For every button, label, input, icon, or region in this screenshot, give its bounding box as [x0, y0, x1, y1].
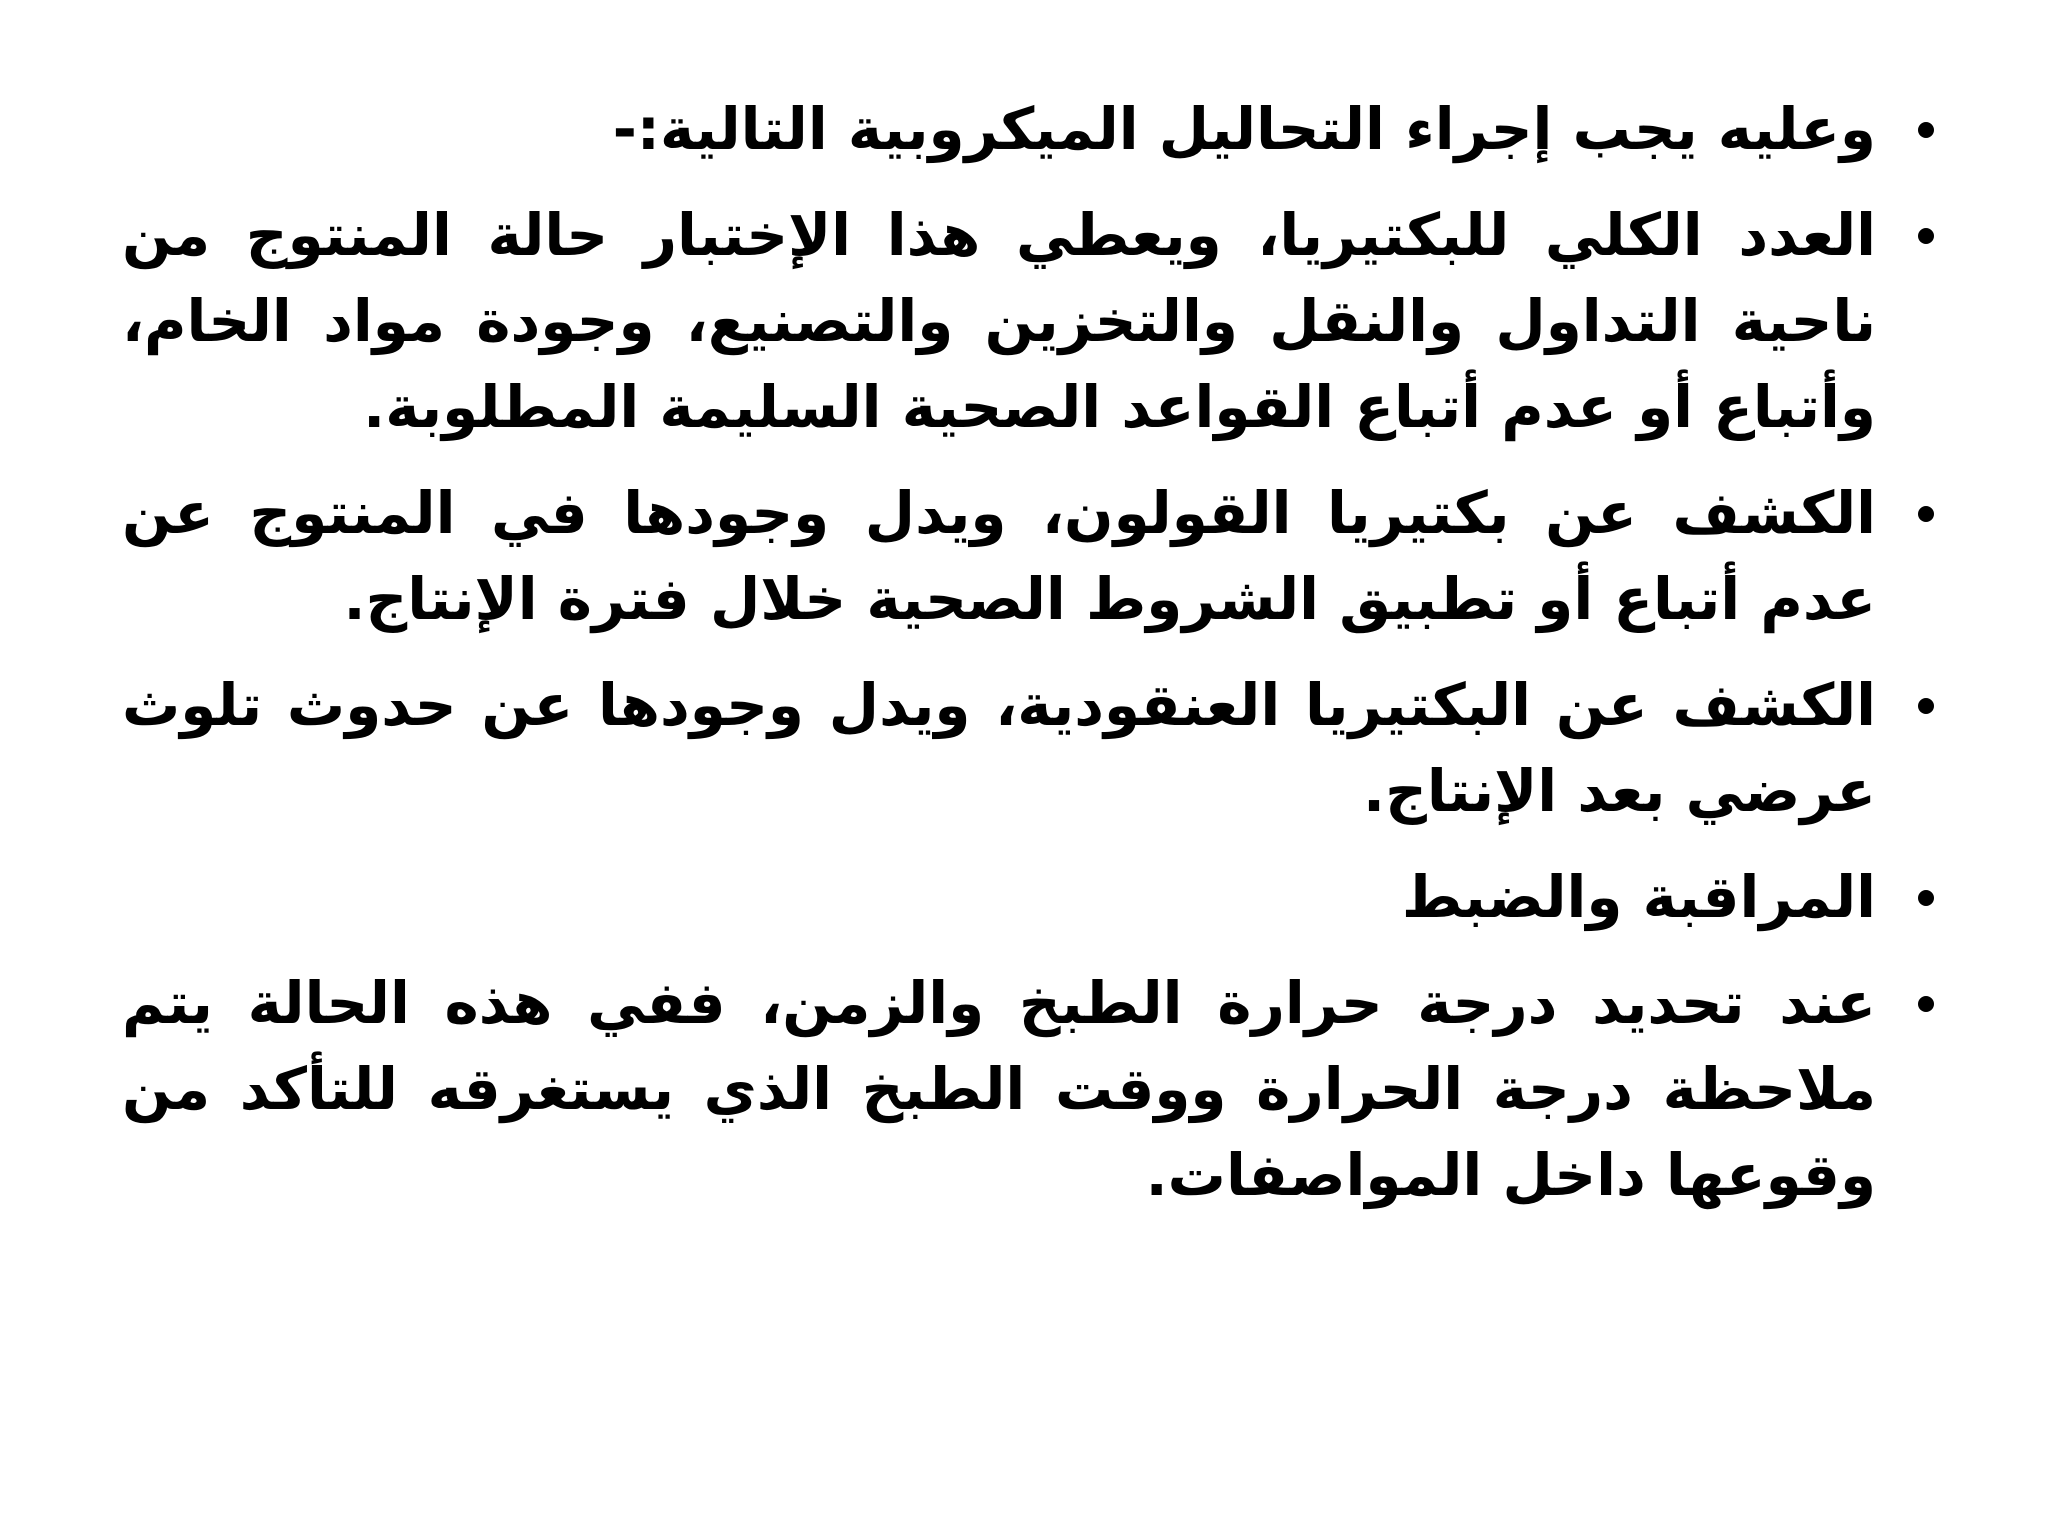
bullet-list	[122, 86, 1940, 1218]
bullet-item-staphylococcus-detection	[122, 662, 1940, 834]
bullet-text: الكشف عن البكتيريا العنقودية، ويدل وجودها عن حدوث تلوث عرضي بعد الإنتاج.	[122, 671, 1876, 825]
bullet-text: عند تحديد درجة حرارة الطبخ والزمن، ففي هذه الحالة يتم ملاحظة درجة الحرارة ووقت الطبخ الذي يستغرقه للتأكد من وقوعها داخل المواصفات.	[122, 969, 1876, 1209]
bullet-dot-icon	[1918, 228, 1934, 244]
bullet-item-total-bacteria-count	[122, 192, 1940, 450]
bullet-item-cooking-temperature	[122, 960, 1940, 1218]
bullet-item-intro	[122, 86, 1940, 172]
bullet-item-coliform-detection	[122, 470, 1940, 642]
bullet-text: المراقبة والضبط	[1401, 863, 1876, 931]
bullet-dot-icon	[1918, 890, 1934, 906]
bullet-dot-icon	[1918, 506, 1934, 522]
bullet-text: الكشف عن بكتيريا القولون، ويدل وجودها في المنتوج عن عدم أتباع أو تطبيق الشروط الصحية خلال فترة الإنتاج.	[122, 479, 1876, 633]
bullet-dot-icon	[1918, 996, 1934, 1012]
bullet-item-monitoring-control	[122, 854, 1940, 940]
bullet-text: العدد الكلي للبكتيريا، ويعطي هذا الإختبار حالة المنتوج من ناحية التداول والنقل والتخزين والتصنيع، وجودة مواد الخام، وأتباع أو عدم أتباع القواعد الصحية السليمة المطلوبة.	[122, 201, 1876, 441]
bullet-dot-icon	[1918, 698, 1934, 714]
bullet-text: وعليه يجب إجراء التحاليل الميكروبية التالية:-	[612, 95, 1876, 163]
bullet-dot-icon	[1918, 122, 1934, 138]
